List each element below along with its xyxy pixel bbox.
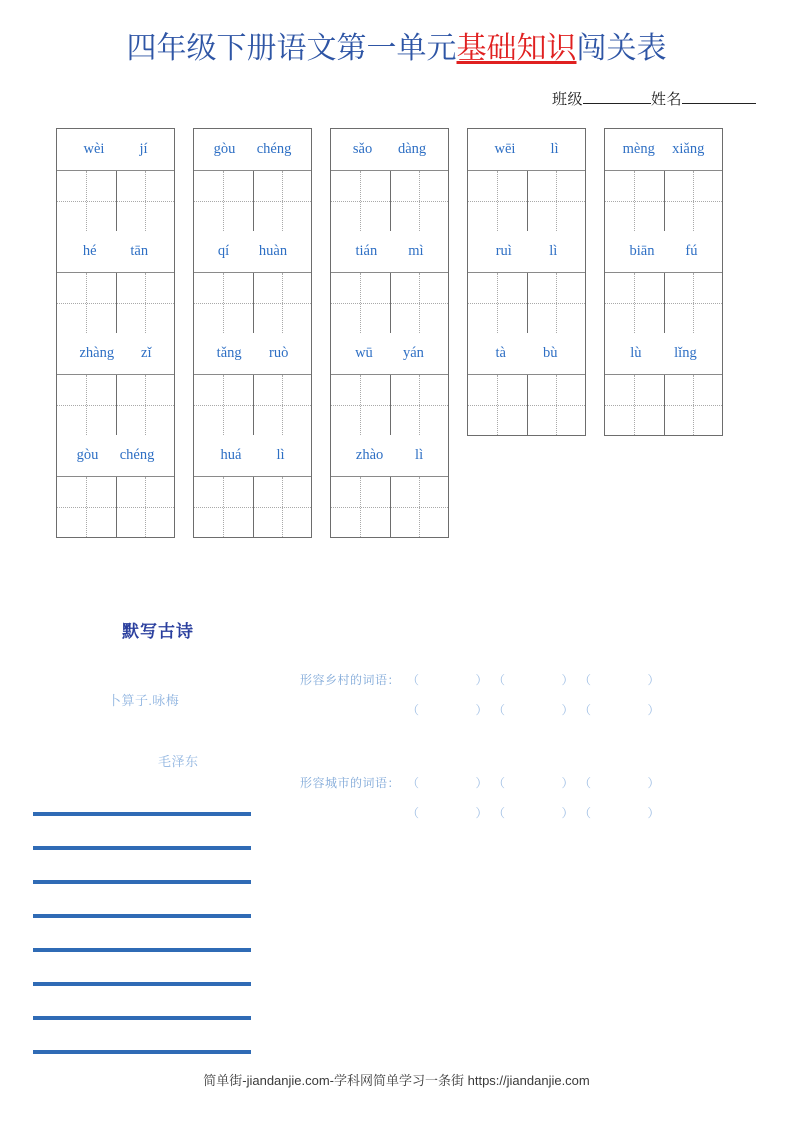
- title-highlight: 基础知识: [456, 32, 577, 65]
- word-exercise-line: [300, 767, 665, 797]
- character-cell[interactable]: [253, 273, 312, 333]
- answer-blank[interactable]: [407, 774, 493, 791]
- pinyin-row: [194, 231, 311, 273]
- paren-close: ）: [475, 672, 489, 687]
- word-exercise-rural: [300, 664, 665, 724]
- character-cell[interactable]: [605, 273, 664, 333]
- pinyin-row: [331, 231, 448, 273]
- writing-line[interactable]: [33, 1050, 251, 1054]
- answer-blank[interactable]: [493, 774, 579, 791]
- pinyin-syllable: sǎo: [352, 141, 373, 158]
- character-cell[interactable]: [468, 273, 527, 333]
- character-writing-row: [468, 375, 585, 435]
- paren-open: （: [493, 672, 506, 687]
- character-cell[interactable]: [116, 375, 175, 435]
- pinyin-syllable: wēi: [494, 141, 516, 158]
- paren-open: （: [579, 702, 592, 717]
- paren-open: （: [493, 775, 506, 790]
- character-cell[interactable]: [194, 375, 253, 435]
- character-cell[interactable]: [390, 375, 449, 435]
- pinyin-syllable: lì: [549, 243, 558, 260]
- name-blank-field[interactable]: [682, 103, 756, 104]
- paren-open: （: [579, 805, 592, 820]
- pinyin-syllable: qí: [217, 243, 230, 260]
- pinyin-syllable: lǐng: [674, 345, 697, 362]
- poem-section-heading: 默写古诗: [122, 622, 194, 641]
- name-label: 姓名: [650, 92, 682, 108]
- paren-close: ）: [561, 702, 575, 717]
- character-writing-row: [57, 375, 174, 435]
- pinyin-syllable: lì: [276, 447, 285, 464]
- pinyin-grid-block: [467, 128, 586, 436]
- pinyin-syllable: mì: [408, 243, 424, 260]
- pinyin-row: [331, 129, 448, 171]
- character-writing-row: [468, 171, 585, 231]
- writing-line[interactable]: [33, 846, 251, 850]
- answer-blank[interactable]: [579, 774, 665, 791]
- answer-blank[interactable]: [493, 804, 579, 821]
- character-cell[interactable]: [605, 375, 664, 435]
- pinyin-row: [605, 129, 722, 171]
- character-writing-row: [194, 273, 311, 333]
- paren-open: （: [407, 805, 420, 820]
- paren-close: ）: [475, 702, 489, 717]
- pinyin-row: [57, 231, 174, 273]
- character-cell[interactable]: [468, 375, 527, 435]
- footer-watermark: 简单街-jiandanjie.com-学科网简单学习一条街 https://jiandanjie.com: [203, 1073, 590, 1088]
- poem-writing-lines: [33, 812, 251, 1084]
- pinyin-row: [468, 231, 585, 273]
- character-cell[interactable]: [253, 171, 312, 231]
- character-cell[interactable]: [664, 171, 723, 231]
- character-writing-row: [605, 375, 722, 435]
- pinyin-column: [56, 128, 175, 538]
- character-writing-row: [194, 171, 311, 231]
- paren-close: ）: [561, 775, 575, 790]
- pinyin-syllable: yán: [402, 345, 424, 362]
- character-cell[interactable]: [331, 273, 390, 333]
- character-writing-row: [194, 375, 311, 435]
- paren-open: （: [407, 702, 420, 717]
- class-blank-field[interactable]: [583, 103, 651, 104]
- character-cell[interactable]: [116, 273, 175, 333]
- pinyin-syllable: fú: [685, 243, 698, 260]
- pinyin-column: [604, 128, 723, 436]
- character-cell[interactable]: [194, 477, 253, 537]
- character-cell[interactable]: [390, 273, 449, 333]
- character-writing-row: [331, 273, 448, 333]
- paren-close: ）: [647, 672, 661, 687]
- answer-blank[interactable]: [493, 671, 579, 688]
- pinyin-row: [468, 129, 585, 171]
- character-cell[interactable]: [57, 477, 116, 537]
- paren-close: ）: [647, 775, 661, 790]
- character-cell[interactable]: [331, 171, 390, 231]
- character-writing-row: [331, 171, 448, 231]
- pinyin-syllable: bù: [542, 345, 558, 362]
- character-writing-row: [57, 171, 174, 231]
- paren-open: （: [407, 672, 420, 687]
- paren-open: （: [579, 775, 592, 790]
- writing-line[interactable]: [33, 982, 251, 986]
- pinyin-row: [57, 435, 174, 477]
- pinyin-syllable: jí: [139, 141, 148, 158]
- pinyin-row: [194, 435, 311, 477]
- answer-blank[interactable]: [579, 701, 665, 718]
- pinyin-row: [194, 129, 311, 171]
- pinyin-syllable: lì: [415, 447, 424, 464]
- character-writing-row: [194, 477, 311, 537]
- paren-close: ）: [475, 775, 489, 790]
- paren-close: ）: [475, 805, 489, 820]
- writing-line[interactable]: [33, 880, 251, 884]
- answer-blank[interactable]: [407, 701, 493, 718]
- character-writing-row: [331, 477, 448, 537]
- pinyin-row: [605, 333, 722, 375]
- pinyin-syllable: zǐ: [141, 345, 152, 362]
- pinyin-syllable: lì: [550, 141, 559, 158]
- pinyin-syllable: ruì: [495, 243, 512, 260]
- pinyin-syllable: hé: [82, 243, 97, 260]
- character-cell[interactable]: [194, 171, 253, 231]
- writing-line[interactable]: [33, 812, 251, 816]
- student-info-line: [0, 88, 756, 109]
- answer-blank[interactable]: [493, 701, 579, 718]
- pinyin-syllable: tián: [355, 243, 378, 260]
- paren-close: ）: [561, 805, 575, 820]
- paren-open: （: [493, 805, 506, 820]
- pinyin-syllable: dàng: [397, 141, 427, 158]
- pinyin-row: [57, 333, 174, 375]
- pinyin-syllable: chéng: [119, 447, 155, 464]
- character-cell[interactable]: [116, 477, 175, 537]
- pinyin-syllable: tān: [130, 243, 149, 260]
- character-cell[interactable]: [253, 375, 312, 435]
- pinyin-row: [605, 231, 722, 273]
- character-cell[interactable]: [57, 273, 116, 333]
- pinyin-grid-block: [56, 128, 175, 538]
- pinyin-syllable: zhàng: [79, 345, 115, 362]
- word-exercise-label: 形容乡村的词语：: [300, 672, 401, 687]
- poem-author: 毛泽东: [158, 754, 199, 769]
- pinyin-syllable: wū: [355, 345, 373, 362]
- word-exercise-urban: [300, 767, 665, 827]
- word-exercise-line: [300, 664, 665, 694]
- paren-open: （: [579, 672, 592, 687]
- paren-close: ）: [647, 805, 661, 820]
- pinyin-row: [331, 333, 448, 375]
- pinyin-syllable: tǎng: [216, 345, 242, 362]
- character-writing-row: [57, 477, 174, 537]
- paren-open: （: [493, 702, 506, 717]
- pinyin-syllable: huá: [220, 447, 242, 464]
- character-cell[interactable]: [194, 273, 253, 333]
- character-cell[interactable]: [527, 273, 586, 333]
- class-label: 班级: [551, 92, 583, 108]
- pinyin-row: [468, 333, 585, 375]
- title-part-two: 闯关表: [576, 32, 667, 65]
- character-cell[interactable]: [116, 171, 175, 231]
- answer-blank[interactable]: [407, 671, 493, 688]
- character-writing-row: [605, 273, 722, 333]
- character-writing-row: [468, 273, 585, 333]
- character-cell[interactable]: [331, 477, 390, 537]
- poem-title: 卜算子.咏梅: [108, 693, 180, 708]
- pinyin-syllable: mèng: [622, 141, 655, 158]
- character-cell[interactable]: [57, 375, 116, 435]
- answer-blank[interactable]: [579, 671, 665, 688]
- pinyin-syllable: lù: [630, 345, 642, 362]
- pinyin-grid-block: [330, 128, 449, 538]
- character-cell[interactable]: [253, 477, 312, 537]
- page-title: [0, 30, 793, 68]
- pinyin-row: [194, 333, 311, 375]
- pinyin-syllable: ruò: [268, 345, 289, 362]
- character-writing-row: [605, 171, 722, 231]
- pinyin-syllable: xiǎng: [672, 141, 705, 158]
- character-cell[interactable]: [57, 171, 116, 231]
- pinyin-row: [57, 129, 174, 171]
- pinyin-column: [467, 128, 586, 436]
- pinyin-grid-section: [56, 128, 746, 538]
- pinyin-syllable: wèi: [83, 141, 105, 158]
- writing-line[interactable]: [33, 948, 251, 952]
- word-exercise-line: [300, 694, 665, 724]
- pinyin-syllable: huàn: [258, 243, 288, 260]
- character-cell[interactable]: [527, 171, 586, 231]
- pinyin-row: [331, 435, 448, 477]
- character-cell[interactable]: [468, 171, 527, 231]
- word-exercise-line: [300, 797, 665, 827]
- character-cell[interactable]: [664, 375, 723, 435]
- pinyin-syllable: chéng: [256, 141, 292, 158]
- character-cell[interactable]: [331, 375, 390, 435]
- character-cell[interactable]: [390, 171, 449, 231]
- pinyin-syllable: tà: [495, 345, 506, 362]
- word-exercise-label: 形容城市的词语：: [300, 775, 401, 790]
- writing-line[interactable]: [33, 1016, 251, 1020]
- writing-line[interactable]: [33, 914, 251, 918]
- pinyin-grid-block: [193, 128, 312, 538]
- paren-open: （: [407, 775, 420, 790]
- character-writing-row: [331, 375, 448, 435]
- paren-close: ）: [561, 672, 575, 687]
- pinyin-syllable: gòu: [76, 447, 99, 464]
- character-cell[interactable]: [605, 171, 664, 231]
- pinyin-column: [330, 128, 449, 538]
- character-writing-row: [57, 273, 174, 333]
- character-cell[interactable]: [527, 375, 586, 435]
- paren-close: ）: [647, 702, 661, 717]
- answer-blank[interactable]: [407, 804, 493, 821]
- pinyin-syllable: zhào: [355, 447, 384, 464]
- character-cell[interactable]: [664, 273, 723, 333]
- title-part-one: 四年级下册语文第一单元: [126, 32, 457, 65]
- character-cell[interactable]: [390, 477, 449, 537]
- pinyin-syllable: gòu: [213, 141, 236, 158]
- pinyin-grid-block: [604, 128, 723, 436]
- answer-blank[interactable]: [579, 804, 665, 821]
- pinyin-syllable: biān: [629, 243, 655, 260]
- pinyin-column: [193, 128, 312, 538]
